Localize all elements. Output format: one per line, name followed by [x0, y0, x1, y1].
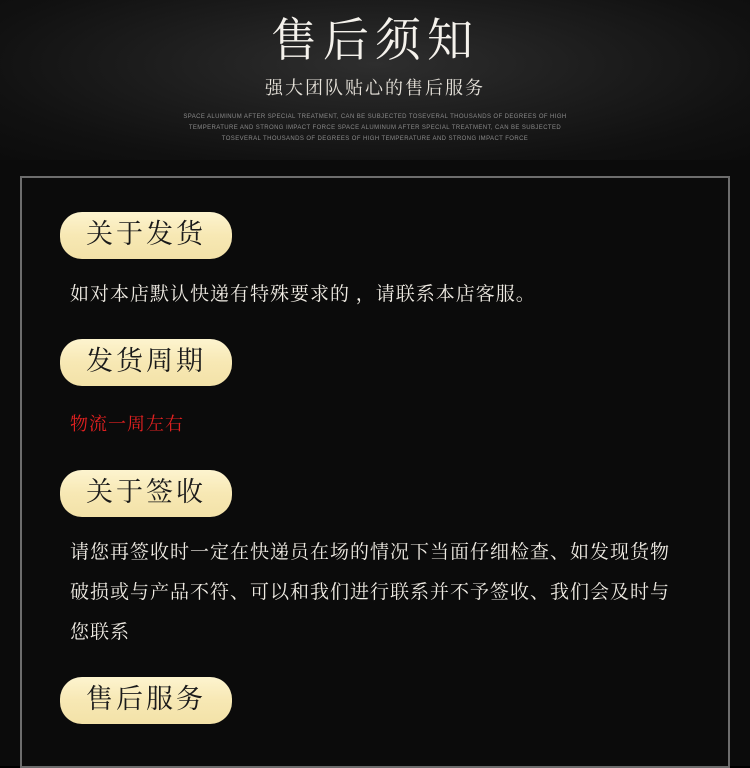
section-receipt-body: 请您再签收时一定在快递员在场的情况下当面仔细检查、如发现货物破损或与产品不符、可以和我们进行联系并不予签收、我们会及时与您联系 — [70, 542, 671, 643]
section-after-sales-service-title: 售后服务 — [60, 677, 232, 724]
section-shipping-title: 关于发货 — [60, 212, 232, 259]
section-shipping-cycle-body: 物流一周左右 — [70, 414, 184, 434]
page-header — [0, 0, 750, 160]
content-frame — [20, 176, 730, 768]
content-area — [0, 160, 750, 766]
page-subtitle: 强大团队贴心的售后服务 — [265, 78, 485, 98]
section-shipping-cycle-title: 发货周期 — [60, 339, 232, 386]
page-title: 售后须知 — [271, 15, 479, 66]
section-shipping-body: 如对本店默认快递有特殊要求的 ，请联系本店客服。 — [70, 284, 536, 305]
header-english-line-2: TEMPERATURE AND STRONG IMPACT FORCE SPACE ALUMINUM AFTER SPECIAL TREATMENT, CAN BE SUBJECTED — [188, 125, 562, 131]
section-after-sales-service — [60, 677, 688, 724]
header-english-caption — [115, 112, 635, 145]
header-english-line-1: SPACE ALUMINUM AFTER SPECIAL TREATMENT, CAN BE SUBJECTED TOSEVERAL THOUSANDS OF DEGREES OF HIGH — [183, 114, 567, 120]
section-receipt — [60, 470, 688, 653]
section-shipping — [60, 212, 688, 315]
header-english-line-3: TOSEVERAL THOUSANDS OF DEGREES OF HIGH TEMPERATURE AND STRONG IMPACT FORCE — [221, 136, 529, 142]
section-receipt-title: 关于签收 — [60, 470, 232, 517]
section-shipping-cycle — [60, 339, 688, 444]
